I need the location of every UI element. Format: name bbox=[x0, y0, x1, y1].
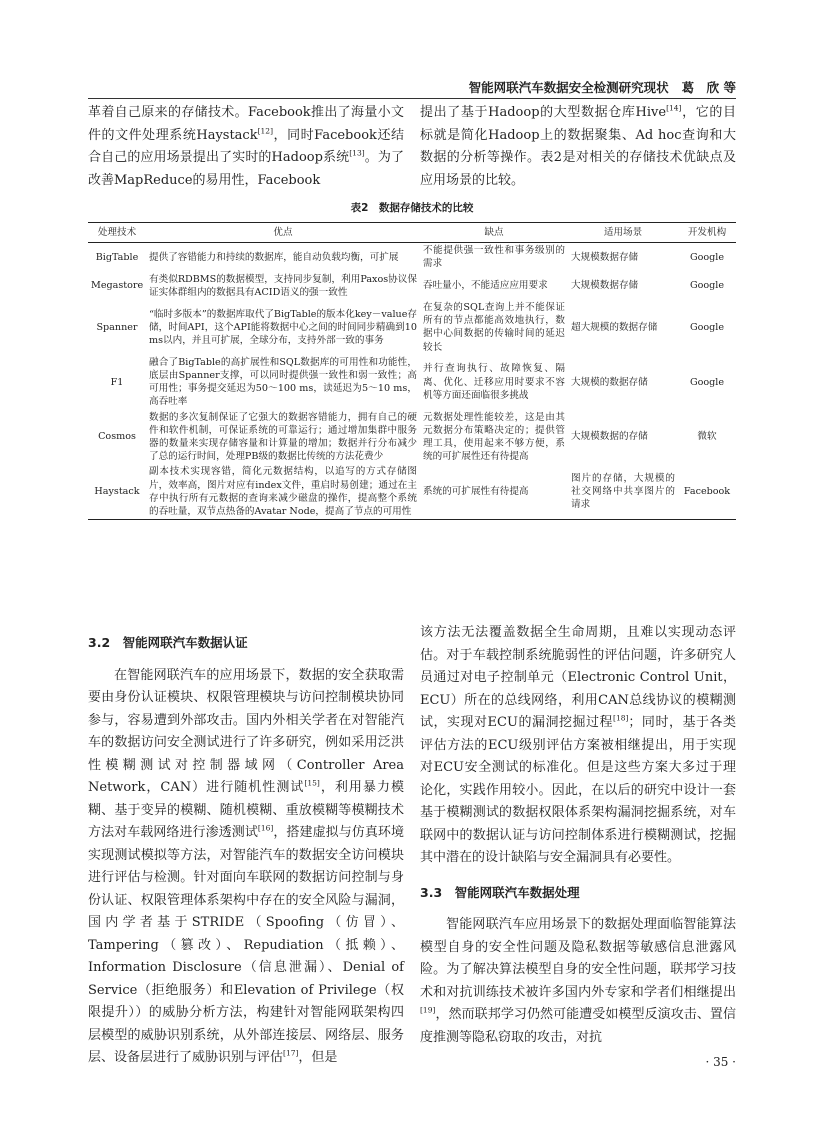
top-right-column bbox=[420, 102, 736, 192]
paragraph: 革着自己原来的存储技术。Facebook推出了海量小文件的文件处理系统Haystack[12]，同时Facebook还结合自己的应用场景提出了实时的Hadoop系统[13]。为了改善MapReduce的易用性，Facebook bbox=[88, 105, 404, 188]
citation: [18] bbox=[613, 713, 629, 723]
table-cell: BigTable bbox=[95, 251, 139, 263]
table-cell: Haystack bbox=[88, 464, 146, 519]
column-header: 适用场景 bbox=[568, 223, 678, 243]
column-header: 开发机构 bbox=[678, 223, 736, 243]
citation: [14] bbox=[666, 103, 682, 113]
table-row bbox=[88, 300, 736, 355]
table-cell: Megastore bbox=[91, 280, 144, 292]
citation: [13] bbox=[349, 148, 365, 158]
header-title: 智能网联汽车数据安全检测研究现状 bbox=[468, 80, 669, 95]
paragraph: 在智能网联汽车的应用场景下，数据的安全获取需要由身份认证模块、权限管理模块与访问控制模块协同参与，容易遭到外部攻击。国内外相关学者在对智能汽车的数据访问安全测试进行了许多研究，例如采用泛洪性模糊测试对控制器域网（Controller Area Network，CAN）进行随机性测试[15]，利用暴力模糊、基于变异的模糊、随机模糊、重放模糊等模糊技术方法对车载网络进行渗透测试[16]，搭建虚拟与仿真环境实现测试模拟等方法，对智能汽车的数据安全访问模块进行评估与检测。针对面向车联网的数据访问控制与身份认证、权限管理体系架构中存在的安全风险与漏洞，国内学者基于STRIDE（Spoofing（仿冒）、Tampering（篡改）、Repudiation（抵赖）、Information Disclosure（信息泄漏）、Denial of Service（拒绝服务）和Elevation of Privilege（权限提升））的威胁分析方法，构建针对智能网联架构四层模型的威胁识别系统，从外部连接层、网络层、服务层、设备层进行了威胁识别与评估[17]，但是 bbox=[88, 667, 404, 1065]
table-row bbox=[88, 410, 736, 465]
header-authors: 葛 欣 等 bbox=[681, 80, 736, 95]
table-cell: 有类似RDBMS的数据模型，支持同步复制，利用Paxos协议保证实体群组内的数据具有ACID语义的强一致性 bbox=[149, 273, 417, 298]
column-header: 缺点 bbox=[420, 223, 568, 243]
table-cell: 超大规模的数据存储 bbox=[571, 321, 658, 333]
citation: [17] bbox=[283, 1048, 299, 1058]
table-cell: 系统的可扩展性有待提高 bbox=[420, 464, 568, 519]
citation: [19] bbox=[420, 1005, 436, 1015]
table-row bbox=[88, 272, 736, 300]
column-header: 处理技术 bbox=[88, 223, 146, 243]
table-row bbox=[88, 464, 736, 519]
table-cell: 图片的存储，大规模的社交网络中共享图片的请求 bbox=[568, 464, 678, 519]
table-cell: 提供了容错能力和持续的数据库，能自动负载均衡，可扩展 bbox=[149, 251, 399, 263]
table-cell: 副本技术实现容错，简化元数据结构，以追写的方式存储图片，效率高，图片对应有index文件，重启时易创建；通过在主存中执行所有元数据的查询来减少磁盘的操作，提高整个系统的吞吐量，双节点热备的Avatar Node，提高了节点的可用性 bbox=[146, 464, 420, 519]
table-cell: 融合了BigTable的高扩展性和SQL数据库的可用性和功能性，底层由Spanner支撑，可以同时提供强一致性和弱一致性；高可用性；事务提交延迟为50～100 ms，读延迟为5～10 ms，高吞吐率 bbox=[149, 356, 417, 408]
table-row bbox=[88, 243, 736, 272]
section-heading: 3.3 智能网联汽车数据处理 bbox=[420, 884, 580, 900]
table-cell: 大规模数据存储 bbox=[571, 280, 639, 292]
table-cell: 微软 bbox=[697, 431, 717, 443]
table-cell: 元数据处理性能较差，这是由其元数据分布策略决定的；提供管理工具，使用起来不够方便，系统的可扩展性还有待提高 bbox=[423, 411, 565, 463]
citation: [12] bbox=[257, 126, 273, 136]
paragraph: 智能网联汽车应用场景下的数据处理面临智能算法模型自身的安全性问题及隐私数据等敏感信息泄露风险。为了解决算法模型自身的安全性问题，联邦学习技术和对抗训练技术被许多国内外专家和学者们相继提出[19]，然而联邦学习仍然可能遭受如模型反演攻击、置信度推测等隐私窃取的攻击，对抗 bbox=[420, 917, 736, 1045]
table-cell: 不能提供强一致性和事务级别的需求 bbox=[423, 245, 565, 270]
table-cell: 吞吐量小，不能适应应用要求 bbox=[423, 280, 548, 292]
table-cell: Google bbox=[689, 280, 725, 292]
table-cell: Google bbox=[689, 321, 725, 333]
table-cell: 并行查询执行、故障恢复、隔离、优化、迁移应用时要求不容机等方面还面临很多挑战 bbox=[423, 363, 565, 401]
header-rule bbox=[88, 98, 736, 99]
citation: [16] bbox=[257, 823, 274, 833]
table-cell: Google bbox=[689, 251, 725, 263]
running-header bbox=[88, 78, 736, 100]
paragraph: 提出了基于Hadoop的大型数据仓库Hive[14]，它的目标就是简化Hadoop上的数据聚集、Ad hoc查询和大数据的分析等操作。表2是对相关的存储技术优缺点及应用场景的比较。 bbox=[420, 103, 736, 188]
table-cell: Spanner bbox=[96, 321, 138, 333]
table-cell: Facebook bbox=[678, 464, 736, 519]
top-left-column bbox=[88, 102, 404, 192]
page-number: · 35 · bbox=[705, 1055, 736, 1069]
table-cell: 在复杂的SQL查询上并不能保证所有的节点都能高效地执行，数据中心间数据的传输时间的延迟较长 bbox=[423, 302, 565, 353]
table-cell: 数据的多次复制保证了它强大的数据容错能力，拥有自己的硬件和软件机制，可保证系统的可靠运行；通过增加集群中服务器的数量来实现存储容量和计算量的增加；数据并行分布减少了总的运行时间，处理PB级的数据比传统的方法花费少 bbox=[149, 411, 417, 463]
table-cell: 大规模数据存储 bbox=[571, 251, 639, 263]
table-cell: F1 bbox=[110, 376, 124, 388]
table-caption: 表2 数据存储技术的比较 bbox=[350, 202, 474, 214]
table-header-row bbox=[88, 223, 736, 243]
table-cell: Google bbox=[689, 376, 725, 388]
table-cell: 大规模数据的存储 bbox=[571, 431, 648, 443]
table-cell: “临时多版本”的数据库取代了BigTable的版本化key－value存储，时间API，这个API能将数据中心之间的时间同步精确到10 ms以内，并且可扩展，全球分布，支持外部一致的事务 bbox=[149, 308, 417, 347]
bottom-right-column bbox=[420, 622, 736, 1049]
table-row bbox=[88, 355, 736, 410]
citation: [15] bbox=[304, 778, 320, 788]
bottom-left-column bbox=[88, 626, 404, 1070]
section-heading: 3.2 智能网联汽车数据认证 bbox=[88, 635, 248, 650]
column-header: 优点 bbox=[146, 223, 420, 243]
table-cell: Cosmos bbox=[98, 431, 136, 443]
storage-comparison-table bbox=[88, 222, 736, 520]
table-cell: 大规模的数据存储 bbox=[571, 376, 648, 388]
paragraph: 该方法无法覆盖数据全生命周期，且难以实现动态评估。对于车载控制系统脆弱性的评估问题，许多研究人员通过对电子控制单元（Electronic Control Unit，ECU）所在的总线网络，利用CAN总线协议的模糊测试，实现对ECU的漏洞挖掘过程[18]；同时，基于各类评估方法的ECU级别评估方案被相继提出，用于实现对ECU安全测试的标准化。但是这些方案大多过于理论化，实践作用较小。因此，在以后的研究中设计一套基于模糊测试的数据权限体系架构漏洞挖掘系统，对车联网中的数据认证与访问控制体系进行模糊测试，挖掘其中潜在的设计缺陷与安全漏洞具有必要性。 bbox=[420, 625, 736, 865]
